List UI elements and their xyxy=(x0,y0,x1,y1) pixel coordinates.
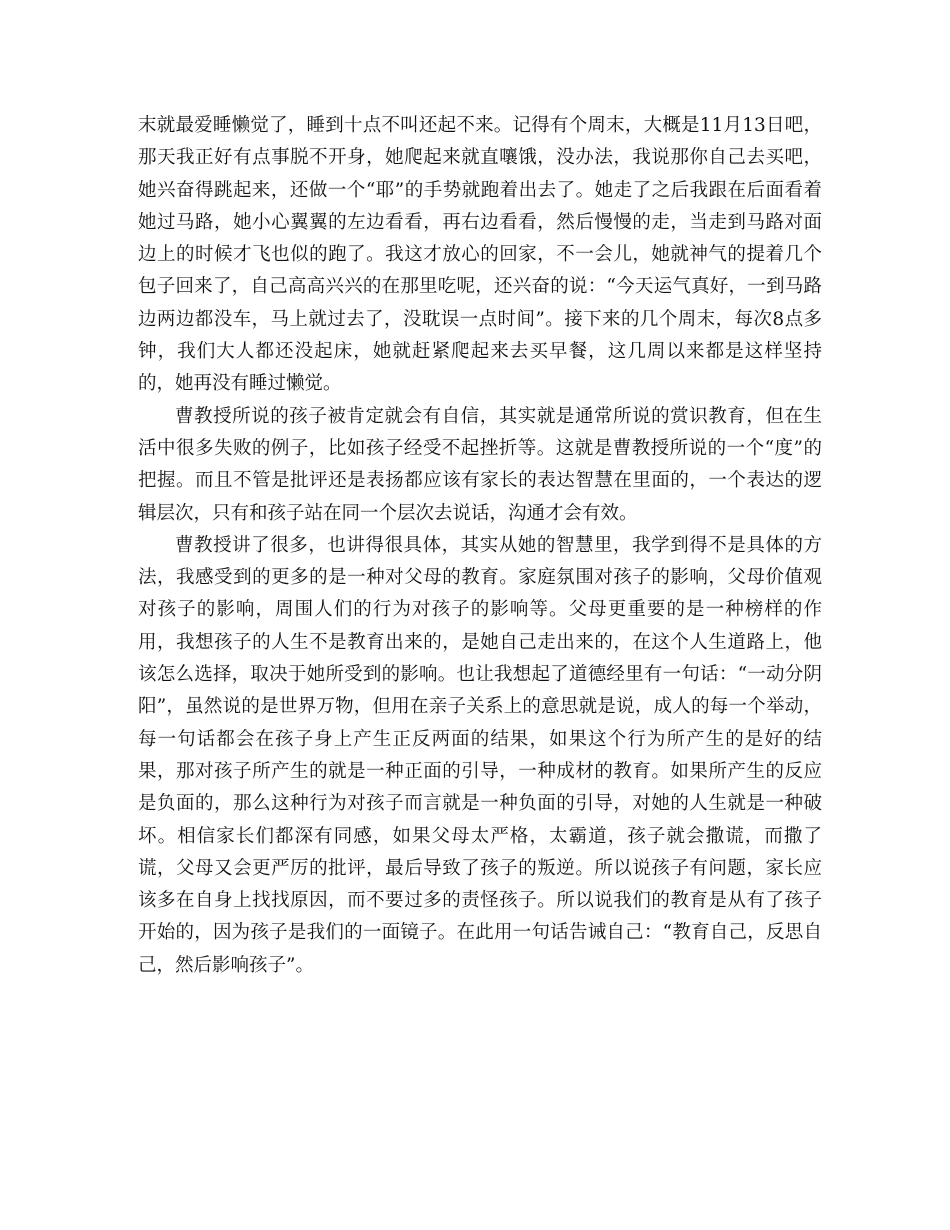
paragraph-2: 曹教授所说的孩子被肯定就会有自信，其实就是通常所说的赏识教育，但在生活中很多失败的例子，比如孩子经受不起挫折等。这就是曹教授所说的一个“度”的把握。而且不管是批评还是表扬都应该有家长的表达智慧在里面的，一个表达的逻辑层次，只有和孩子站在同一个层次去说话，沟通才会有效。 xyxy=(138,405,822,524)
paragraph-1: 末就最爱睡懒觉了，睡到十点不叫还起不来。记得有个周末，大概是11月13日吧，那天我正好有点事脱不开身，她爬起来就直嚷饿，没办法，我说那你自己去买吧，她兴奋得跳起来，还做一个“耶”的手势就跑着出去了。她走了之后我跟在后面看着她过马路，她小心翼翼的左边看看，再右边看看，然后慢慢的走，当走到马路对面边上的时候才飞也似的跑了。我这才放心的回家，不一会儿，她就神气的提着几个包子回来了，自己高高兴兴的在那里吃呢，还兴奋的说：“今天运气真好，一到马路边两边都没车，马上就过去了，没耽误一点时间”。接下来的几个周末，每次8点多钟，我们大人都还没起床，她就赶紧爬起来去买早餐，这几周以来都是这样坚持的，她再没有睡过懒觉。 xyxy=(138,115,822,395)
document-body xyxy=(138,110,822,982)
paragraph-3: 曹教授讲了很多，也讲得很具体，其实从她的智慧里，我学到得不是具体的方法，我感受到的更多的是一种对父母的教育。家庭氛围对孩子的影响，父母价值观对孩子的影响，周围人们的行为对孩子的影响等。父母更重要的是一种榜样的作用，我想孩子的人生不是教育出来的，是她自己走出来的，在这个人生道路上，他该怎么选择，取决于她所受到的影响。也让我想起了道德经里有一句话：“一动分阴阳”，虽然说的是世界万物，但用在亲子关系上的意思就是说，成人的每一个举动，每一句话都会在孩子身上产生正反两面的结果，如果这个行为所产生的是好的结果，那对孩子所产生的就是一种正面的引导，一种成材的教育。如果所产生的反应是负面的，那么这种行为对孩子而言就是一种负面的引导，对她的人生就是一种破坏。相信家长们都深有同感，如果父母太严格，太霸道，孩子就会撒谎，而撒了谎，父母又会更严厉的批评，最后导致了孩子的叛逆。所以说孩子有问题，家长应该多在自身上找找原因，而不要过多的责怪孩子。所以说我们的教育是从有了孩子开始的，因为孩子是我们的一面镜子。在此用一句话告诫自己：“教育自己，反思自己，然后影响孩子”。 xyxy=(138,534,822,976)
